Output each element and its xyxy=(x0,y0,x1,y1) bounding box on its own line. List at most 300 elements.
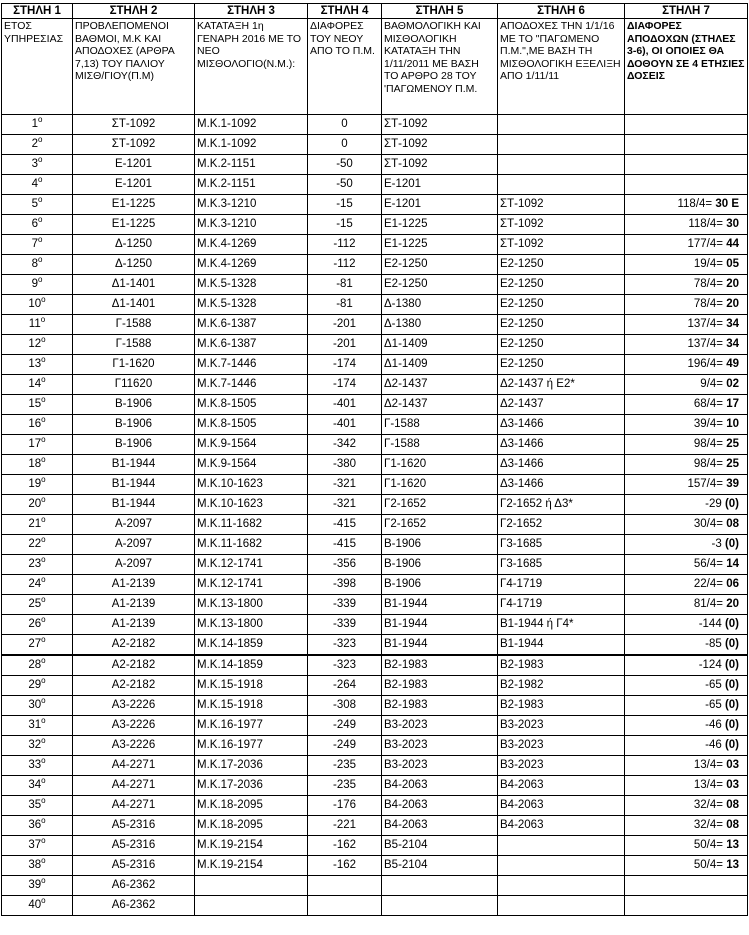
cell-old-grade: Β-1906 xyxy=(73,395,195,415)
installment-fraction: 177/4= xyxy=(687,238,723,250)
cell-installment xyxy=(625,355,748,375)
degree-sign: o xyxy=(41,375,46,384)
cell-old-grade: Δ-1250 xyxy=(73,235,195,255)
cell-grade-2011: Γ2-1652 xyxy=(382,515,498,535)
cell-pay-2016 xyxy=(498,155,625,175)
installment-fraction: 78/4= xyxy=(693,278,723,290)
year-value: 19 xyxy=(28,478,42,490)
cell-difference: -174 xyxy=(308,355,382,375)
table-row xyxy=(2,535,748,555)
table-row xyxy=(2,115,748,135)
installment-amount: (0) xyxy=(724,739,739,751)
cell-installment xyxy=(625,836,748,856)
table-row xyxy=(2,255,748,275)
cell-pay-2016: Ε2-1250 xyxy=(498,335,625,355)
cell-difference xyxy=(308,876,382,896)
degree-sign: o xyxy=(41,736,46,745)
installment-fraction: 78/4= xyxy=(693,298,723,310)
table-row xyxy=(2,575,748,595)
cell-old-grade: Δ1-1401 xyxy=(73,275,195,295)
cell-grade-2011: Δ2-1437 xyxy=(382,375,498,395)
table-row xyxy=(2,836,748,856)
cell-grade-2011: Δ2-1437 xyxy=(382,395,498,415)
cell-old-grade: Α4-2271 xyxy=(73,796,195,816)
installment-amount: (0) xyxy=(724,538,739,550)
degree-sign: o xyxy=(37,175,43,184)
installment-fraction: 50/4= xyxy=(693,839,723,851)
cell-grade-2011: ΣΤ-1092 xyxy=(382,135,498,155)
year-value: 27 xyxy=(28,638,42,650)
installment-amount: 08 xyxy=(726,819,739,831)
cell-difference: -323 xyxy=(308,635,382,656)
year-value: 13 xyxy=(28,358,42,370)
cell-new-grade: Μ.Κ.1-1092 xyxy=(195,115,308,135)
header-col-5: ΣΤΗΛΗ 5 xyxy=(382,4,498,19)
cell-grade-2011 xyxy=(382,876,498,896)
year-value: 32 xyxy=(28,739,42,751)
table-row xyxy=(2,696,748,716)
cell-new-grade: Μ.Κ.17-2036 xyxy=(195,756,308,776)
installment-amount: 05 xyxy=(726,258,739,270)
installment-fraction: -29 xyxy=(705,498,722,510)
cell-installment xyxy=(625,455,748,475)
cell-grade-2011: Ε-1201 xyxy=(382,195,498,215)
table-row xyxy=(2,876,748,896)
cell-installment xyxy=(625,736,748,756)
table-row xyxy=(2,175,748,195)
degree-sign: o xyxy=(41,876,46,885)
year-value: 34 xyxy=(28,779,42,791)
header-col-2: ΣΤΗΛΗ 2 xyxy=(73,4,195,19)
cell-new-grade: Μ.Κ.6-1387 xyxy=(195,315,308,335)
cell-difference: -401 xyxy=(308,395,382,415)
degree-sign: o xyxy=(37,235,43,244)
cell-old-grade: Γ1-1620 xyxy=(73,355,195,375)
cell-year xyxy=(2,856,73,876)
cell-difference: -249 xyxy=(308,716,382,736)
degree-sign: o xyxy=(41,656,46,665)
cell-old-grade: Α5-2316 xyxy=(73,816,195,836)
cell-year xyxy=(2,535,73,555)
cell-new-grade: Μ.Κ.19-2154 xyxy=(195,836,308,856)
cell-installment xyxy=(625,535,748,555)
cell-difference: 0 xyxy=(308,115,382,135)
installment-fraction: 68/4= xyxy=(693,398,723,410)
cell-grade-2011: Ε2-1250 xyxy=(382,255,498,275)
year-value: 3 xyxy=(31,158,38,170)
installment-amount: 13 xyxy=(726,859,739,871)
cell-difference: -201 xyxy=(308,335,382,355)
cell-difference: -15 xyxy=(308,195,382,215)
cell-grade-2011: Β2-1983 xyxy=(382,696,498,716)
degree-sign: o xyxy=(41,776,46,785)
cell-difference: -81 xyxy=(308,295,382,315)
cell-installment xyxy=(625,555,748,575)
year-value: 20 xyxy=(28,498,42,510)
table-row xyxy=(2,515,748,535)
installment-amount: 30 Ε xyxy=(715,198,739,210)
installment-amount: 20 xyxy=(726,278,739,290)
year-value: 36 xyxy=(28,819,42,831)
cell-grade-2011: Β-1906 xyxy=(382,535,498,555)
cell-difference: -50 xyxy=(308,175,382,195)
degree-sign: o xyxy=(41,796,46,805)
cell-pay-2016: Γ4-1719 xyxy=(498,575,625,595)
degree-sign: o xyxy=(41,475,46,484)
cell-new-grade xyxy=(195,876,308,896)
cell-year xyxy=(2,235,73,255)
cell-pay-2016: Β4-2063 xyxy=(498,796,625,816)
degree-sign: o xyxy=(41,635,46,644)
cell-pay-2016 xyxy=(498,135,625,155)
installment-amount: 03 xyxy=(726,759,739,771)
table-row xyxy=(2,495,748,515)
cell-installment xyxy=(625,615,748,635)
installment-amount: 20 xyxy=(726,298,739,310)
cell-grade-2011: Ε1-1225 xyxy=(382,235,498,255)
cell-pay-2016 xyxy=(498,856,625,876)
cell-new-grade: Μ.Κ.14-1859 xyxy=(195,635,308,656)
year-value: 33 xyxy=(28,759,42,771)
cell-year xyxy=(2,335,73,355)
cell-grade-2011: Β-1906 xyxy=(382,555,498,575)
cell-installment xyxy=(625,215,748,235)
installment-amount: 14 xyxy=(726,558,739,570)
cell-old-grade: Α3-2226 xyxy=(73,696,195,716)
table-row xyxy=(2,315,748,335)
cell-installment xyxy=(625,676,748,696)
cell-old-grade: Α-2097 xyxy=(73,555,195,575)
degree-sign: o xyxy=(41,535,46,544)
cell-pay-2016: Β1-1944 ή Γ4* xyxy=(498,615,625,635)
cell-difference: -401 xyxy=(308,415,382,435)
cell-old-grade: Β-1906 xyxy=(73,435,195,455)
cell-installment xyxy=(625,255,748,275)
cell-old-grade: Α6-2362 xyxy=(73,896,195,916)
degree-sign: o xyxy=(41,435,46,444)
cell-pay-2016: Γ2-1652 xyxy=(498,515,625,535)
description-col-6: ΑΠΟΔΟΧΕΣ ΤΗΝ 1/1/16 ΜΕ ΤΟ "ΠΑΓΩΜΕΝΟ Π.Μ.",ΜΕ ΒΑΣΗ ΤΗ ΜΙΣΘΟΛΟΓΙΚΗ ΕΞΕΛΙΞΗ ΑΠΟ 1/11/11 xyxy=(498,19,625,115)
cell-old-grade: Β1-1944 xyxy=(73,495,195,515)
cell-pay-2016: Γ4-1719 xyxy=(498,595,625,615)
table-row xyxy=(2,215,748,235)
cell-installment xyxy=(625,876,748,896)
installment-amount: (0) xyxy=(724,618,739,630)
cell-installment xyxy=(625,595,748,615)
cell-year xyxy=(2,415,73,435)
cell-old-grade: Α-2097 xyxy=(73,535,195,555)
cell-grade-2011: Δ1-1409 xyxy=(382,335,498,355)
installment-fraction: -3 xyxy=(711,538,722,550)
table-row xyxy=(2,816,748,836)
table-row xyxy=(2,856,748,876)
year-value: 16 xyxy=(28,418,42,430)
cell-grade-2011 xyxy=(382,896,498,916)
installment-amount: 06 xyxy=(726,578,739,590)
cell-grade-2011: Γ1-1620 xyxy=(382,455,498,475)
cell-new-grade: Μ.Κ.2-1151 xyxy=(195,175,308,195)
degree-sign: o xyxy=(41,836,46,845)
cell-pay-2016: ΣΤ-1092 xyxy=(498,235,625,255)
cell-grade-2011: Β2-1983 xyxy=(382,655,498,676)
cell-installment xyxy=(625,856,748,876)
installment-fraction: 118/4= xyxy=(677,198,713,210)
cell-old-grade: Ε-1201 xyxy=(73,155,195,175)
installment-fraction: -65 xyxy=(705,679,722,691)
installment-fraction: -124 xyxy=(698,659,722,671)
cell-installment xyxy=(625,415,748,435)
cell-year xyxy=(2,515,73,535)
degree-sign: o xyxy=(41,355,46,364)
cell-installment xyxy=(625,135,748,155)
degree-sign: o xyxy=(41,295,46,304)
installment-amount: (0) xyxy=(724,638,739,650)
cell-pay-2016: Β1-1944 xyxy=(498,635,625,656)
installment-fraction: 137/4= xyxy=(687,338,723,350)
cell-installment xyxy=(625,275,748,295)
cell-new-grade: Μ.Κ.4-1269 xyxy=(195,235,308,255)
cell-installment xyxy=(625,655,748,676)
cell-difference: -356 xyxy=(308,555,382,575)
description-col-5: ΒΑΘΜΟΛΟΓΙΚΗ ΚΑΙ ΜΙΣΘΟΛΟΓΙΚΗ ΚΑΤΑΤΑΞΗ ΤΗΝ 1/11/2011 ΜΕ ΒΑΣΗ ΤΟ ΑΡΘΡΟ 28 ΤΟΥ 'ΠΑΓΩΜΕΝΟΥ Π.Μ. xyxy=(382,19,498,115)
cell-grade-2011: Ε1-1225 xyxy=(382,215,498,235)
cell-installment xyxy=(625,776,748,796)
cell-year xyxy=(2,355,73,375)
cell-difference: -249 xyxy=(308,736,382,756)
cell-old-grade: Α6-2362 xyxy=(73,876,195,896)
year-value: 11 xyxy=(28,318,41,330)
cell-grade-2011: Δ1-1409 xyxy=(382,355,498,375)
cell-grade-2011: ΣΤ-1092 xyxy=(382,155,498,175)
table-row xyxy=(2,375,748,395)
cell-pay-2016 xyxy=(498,115,625,135)
cell-difference: -221 xyxy=(308,816,382,836)
cell-year xyxy=(2,615,73,635)
cell-difference: -308 xyxy=(308,696,382,716)
degree-sign: o xyxy=(37,275,43,284)
degree-sign: o xyxy=(41,896,46,905)
year-value: 28 xyxy=(28,659,42,671)
table-row xyxy=(2,635,748,656)
installment-amount: (0) xyxy=(724,719,739,731)
cell-new-grade: Μ.Κ.16-1977 xyxy=(195,716,308,736)
header-col-7: ΣΤΗΛΗ 7 xyxy=(625,4,748,19)
cell-difference: -323 xyxy=(308,655,382,676)
cell-new-grade: Μ.Κ.8-1505 xyxy=(195,415,308,435)
cell-installment xyxy=(625,295,748,315)
year-value: 21 xyxy=(28,518,42,530)
installment-amount: 30 xyxy=(726,218,739,230)
cell-installment xyxy=(625,756,748,776)
cell-old-grade: Α2-2182 xyxy=(73,635,195,656)
cell-installment xyxy=(625,696,748,716)
table-row xyxy=(2,355,748,375)
installment-amount: 13 xyxy=(726,839,739,851)
cell-new-grade: Μ.Κ.16-1977 xyxy=(195,736,308,756)
header-col-6: ΣΤΗΛΗ 6 xyxy=(498,4,625,19)
cell-difference: -15 xyxy=(308,215,382,235)
cell-new-grade: Μ.Κ.13-1800 xyxy=(195,595,308,615)
cell-installment xyxy=(625,175,748,195)
cell-grade-2011: ΣΤ-1092 xyxy=(382,115,498,135)
table-row xyxy=(2,335,748,355)
installment-amount: (0) xyxy=(724,498,739,510)
cell-year xyxy=(2,275,73,295)
degree-sign: o xyxy=(41,455,46,464)
cell-pay-2016: Β2-1982 xyxy=(498,676,625,696)
degree-sign: o xyxy=(41,816,46,825)
installment-fraction: 19/4= xyxy=(693,258,723,270)
cell-old-grade: Γ-1588 xyxy=(73,335,195,355)
cell-pay-2016: Ε2-1250 xyxy=(498,295,625,315)
cell-pay-2016: Δ3-1466 xyxy=(498,475,625,495)
cell-new-grade: Μ.Κ.6-1387 xyxy=(195,335,308,355)
cell-old-grade: Ε1-1225 xyxy=(73,215,195,235)
cell-old-grade: Γ-1588 xyxy=(73,315,195,335)
cell-installment xyxy=(625,395,748,415)
degree-sign: o xyxy=(41,515,46,524)
cell-pay-2016: Δ3-1466 xyxy=(498,455,625,475)
cell-new-grade: Μ.Κ.15-1918 xyxy=(195,676,308,696)
installment-fraction: -85 xyxy=(705,638,722,650)
installment-fraction: 56/4= xyxy=(693,558,723,570)
cell-pay-2016: Ε2-1250 xyxy=(498,355,625,375)
cell-pay-2016: Δ3-1466 xyxy=(498,415,625,435)
cell-new-grade: Μ.Κ.18-2095 xyxy=(195,796,308,816)
cell-pay-2016: ΣΤ-1092 xyxy=(498,215,625,235)
cell-difference: -342 xyxy=(308,435,382,455)
table-row xyxy=(2,756,748,776)
cell-new-grade: Μ.Κ.11-1682 xyxy=(195,515,308,535)
cell-year xyxy=(2,495,73,515)
year-value: 40 xyxy=(28,899,42,911)
installment-fraction: 32/4= xyxy=(693,819,723,831)
cell-old-grade: Ε1-1225 xyxy=(73,195,195,215)
installment-fraction: 118/4= xyxy=(688,218,723,230)
cell-pay-2016 xyxy=(498,175,625,195)
cell-old-grade: Α1-2139 xyxy=(73,575,195,595)
cell-old-grade: Δ1-1401 xyxy=(73,295,195,315)
cell-difference: -235 xyxy=(308,776,382,796)
cell-grade-2011: Β5-2104 xyxy=(382,836,498,856)
cell-pay-2016: Β4-2063 xyxy=(498,776,625,796)
cell-difference: -235 xyxy=(308,756,382,776)
degree-sign: o xyxy=(37,155,43,164)
cell-pay-2016: Γ3-1685 xyxy=(498,535,625,555)
cell-year xyxy=(2,696,73,716)
cell-year xyxy=(2,155,73,175)
cell-old-grade: Α3-2226 xyxy=(73,736,195,756)
cell-difference: -174 xyxy=(308,375,382,395)
table-row xyxy=(2,716,748,736)
cell-difference: -162 xyxy=(308,856,382,876)
cell-old-grade: Β1-1944 xyxy=(73,475,195,495)
cell-old-grade: Δ-1250 xyxy=(73,255,195,275)
cell-grade-2011: Γ2-1652 xyxy=(382,495,498,515)
cell-new-grade: Μ.Κ.3-1210 xyxy=(195,215,308,235)
year-value: 22 xyxy=(28,538,42,550)
degree-sign: o xyxy=(41,415,46,424)
degree-sign: o xyxy=(37,195,43,204)
year-value: 17 xyxy=(28,438,42,450)
installment-fraction: -144 xyxy=(698,618,722,630)
cell-old-grade: Γ11620 xyxy=(73,375,195,395)
table-row xyxy=(2,395,748,415)
table-row xyxy=(2,235,748,255)
table-row xyxy=(2,555,748,575)
table-row xyxy=(2,415,748,435)
year-value: 10 xyxy=(28,298,42,310)
cell-new-grade: Μ.Κ.2-1151 xyxy=(195,155,308,175)
cell-installment xyxy=(625,475,748,495)
table-row xyxy=(2,595,748,615)
cell-new-grade: Μ.Κ.18-2095 xyxy=(195,816,308,836)
year-value: 39 xyxy=(28,879,42,891)
cell-new-grade: Μ.Κ.9-1564 xyxy=(195,435,308,455)
cell-new-grade: Μ.Κ.14-1859 xyxy=(195,655,308,676)
cell-year xyxy=(2,676,73,696)
installment-fraction: 39/4= xyxy=(693,418,723,430)
cell-installment xyxy=(625,635,748,656)
year-value: 24 xyxy=(28,578,42,590)
description-col-3: ΚΑΤΑΤΑΞΗ 1η ΓΕΝΑΡΗ 2016 ΜΕ ΤΟ ΝΕΟ ΜΙΣΘΟΛΟΓΙΟ(Ν.Μ.): xyxy=(195,19,308,115)
cell-year xyxy=(2,876,73,896)
table-row xyxy=(2,655,748,676)
cell-difference xyxy=(308,896,382,916)
cell-grade-2011: Γ-1588 xyxy=(382,435,498,455)
installment-amount: 10 xyxy=(726,418,739,430)
cell-new-grade: Μ.Κ.4-1269 xyxy=(195,255,308,275)
cell-installment xyxy=(625,315,748,335)
cell-installment xyxy=(625,155,748,175)
installment-fraction: 98/4= xyxy=(693,438,723,450)
degree-sign: o xyxy=(41,756,46,765)
cell-new-grade: Μ.Κ.11-1682 xyxy=(195,535,308,555)
cell-grade-2011: Γ1-1620 xyxy=(382,475,498,495)
cell-year xyxy=(2,315,73,335)
cell-installment xyxy=(625,495,748,515)
installment-fraction: -65 xyxy=(705,699,722,711)
installment-fraction: 157/4= xyxy=(687,478,723,490)
cell-pay-2016: Δ3-1466 xyxy=(498,435,625,455)
installment-fraction: 50/4= xyxy=(693,859,723,871)
installment-amount: 08 xyxy=(726,518,739,530)
cell-old-grade: Α2-2182 xyxy=(73,676,195,696)
year-value: 29 xyxy=(28,679,42,691)
installment-fraction: 13/4= xyxy=(693,759,723,771)
degree-sign: o xyxy=(41,575,46,584)
cell-difference: -339 xyxy=(308,615,382,635)
year-value: 5 xyxy=(31,198,38,210)
cell-installment xyxy=(625,335,748,355)
cell-difference: -176 xyxy=(308,796,382,816)
year-value: 2 xyxy=(31,138,38,150)
cell-difference: -380 xyxy=(308,455,382,475)
cell-pay-2016: Γ3-1685 xyxy=(498,555,625,575)
installment-amount: 44 xyxy=(726,238,739,250)
cell-difference: -162 xyxy=(308,836,382,856)
cell-new-grade: Μ.Κ.17-2036 xyxy=(195,776,308,796)
year-value: 1 xyxy=(31,118,38,130)
installment-amount: 39 xyxy=(726,478,739,490)
cell-old-grade: Α2-2182 xyxy=(73,655,195,676)
cell-grade-2011: Β1-1944 xyxy=(382,615,498,635)
cell-difference: -415 xyxy=(308,515,382,535)
cell-grade-2011: Β4-2063 xyxy=(382,816,498,836)
year-value: 7 xyxy=(31,238,38,250)
cell-grade-2011: Β4-2063 xyxy=(382,776,498,796)
cell-difference: -201 xyxy=(308,315,382,335)
